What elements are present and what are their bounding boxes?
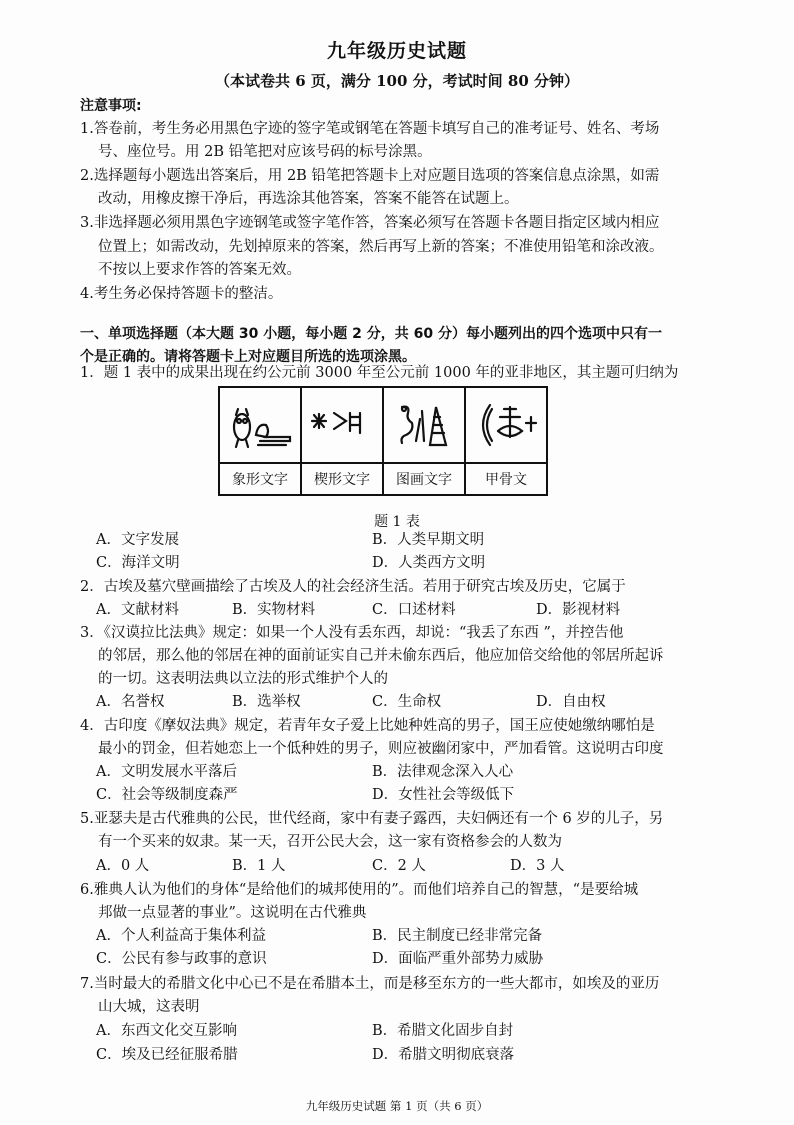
option[interactable]: B．希腊文化固步自封 [372,1023,514,1039]
option[interactable]: D．影视材料 [536,602,621,618]
section-heading: 一、单项选择题（本大题 30 小题，每小题 2 分，共 60 分）每小题列出的四个选项中只有一 [80,326,662,342]
option[interactable]: D．人类西方文明 [372,555,486,571]
question-6-stem: 6.雅典人认为他们的身体“是给他们的城邦使用的”。而他们培养自己的智慧，“是要给城 [80,882,639,898]
option[interactable]: C．2 人 [372,858,426,874]
notice-line: 1.答卷前，考生务必用黑色字迹的签字笔或钢笔在答题卡填写自己的准考证号、姓名、考场 [80,121,660,137]
option[interactable]: A．文献材料 [96,602,179,618]
notice-line: 4.考生务必保持答题卡的整洁。 [80,286,283,302]
notice-line: 改动，用橡皮擦干净后，再选涂其他答案，答案不能答在试题上。 [98,191,519,207]
option[interactable]: D．自由权 [536,694,606,710]
hieroglyph-image [219,387,301,463]
hieroglyph-owl-icon [224,397,296,453]
section-heading-cont: 个是正确的。请将答题卡上对应题目所选的选项涂黑。 [80,349,416,365]
option[interactable]: C．埃及已经征服希腊 [96,1047,238,1063]
option[interactable]: B．民主制度已经非常完备 [372,928,543,944]
option[interactable]: C．社会等级制度森严 [96,787,238,803]
cuneiform-glyph-icon [306,397,378,453]
question-7-stem-cont: 山大城，这表明 [98,999,200,1015]
option[interactable]: D．3 人 [510,858,565,874]
question-7-stem: 7.当时最大的希腊文化中心已不是在希腊本土，而是移至东方的一些大都市，如埃及的亚历 [80,976,660,992]
notice-line: 3.非选择题必须用黑色字迹钢笔或签字笔作答，答案必须写在答题卡各题目指定区域内相应 [80,215,660,231]
option[interactable]: A．文字发展 [96,532,179,548]
table-caption: 题 1 表 [374,514,420,530]
question-3-stem: 3．《汉谟拉比法典》规定：如果一个人没有丢东西，却说：“我丢了东西 ”，并控告他 [80,625,624,641]
option[interactable]: A．东西文化交互影响 [96,1023,237,1039]
option[interactable]: D．女性社会等级低下 [372,787,515,803]
notice-line: 号、座位号。用 2B 铅笔把对应该号码的标号涂黑。 [98,144,432,160]
writing-systems-table [218,386,548,496]
option[interactable]: A．文明发展水平落后 [96,764,237,780]
question-1-stem: 1．题 1 表中的成果出现在约公元前 3000 年至公元前 1000 年的亚非地区，其主题可归纳为 [80,365,679,381]
exam-title: 九年级历史试题 [326,40,467,62]
pictograph-image [383,387,465,463]
oracle-bone-image [465,387,547,463]
option[interactable]: A．名誉权 [96,694,165,710]
option[interactable]: D．面临严重外部势力威胁 [372,951,544,967]
notice-line: 位置上；如需改动，先划掉原来的答案，然后再写上新的答案；不准使用铅笔和涂改液。 [98,239,664,255]
question-5-stem: 5.亚瑟夫是古代雅典的公民，世代经商，家中有妻子露西，夫妇俩还有一个 6 岁的儿子，另 [80,811,664,827]
option[interactable]: C．公民有参与政事的意识 [96,951,267,967]
table-label: 甲骨文 [465,463,547,495]
option[interactable]: A．个人利益高于集体利益 [96,928,266,944]
option[interactable]: C．口述材料 [372,602,456,618]
option[interactable]: C．海洋文明 [96,555,180,571]
question-4-stem-cont: 最小的罚金，但若她恋上一个低种姓的男子，则应被幽闭家中，严加看管。这说明古印度 [98,741,664,757]
cuneiform-image [301,387,383,463]
option[interactable]: C．生命权 [372,694,442,710]
option[interactable]: B．1 人 [232,858,286,874]
option[interactable]: A．0 人 [96,858,150,874]
question-4-stem: 4．古印度《摩奴法典》规定，若青年女子爱上比她种姓高的男子，国王应使她缴纳哪怕是 [80,718,655,734]
question-6-stem-cont: 邦做一点显著的事业”。这说明在古代雅典 [98,905,367,921]
oracle-bone-glyph-icon [470,397,542,453]
table-label: 图画文字 [383,463,465,495]
notice-line: 不按以上要求作答的答案无效。 [98,262,301,278]
option[interactable]: D．希腊文明彻底衰落 [372,1047,515,1063]
option[interactable]: B．人类早期文明 [372,532,485,548]
table-label: 象形文字 [219,463,301,495]
question-3-stem-cont: 的邻居，那么他的邻居在神的面前证实自己并未偷东西后，他应加倍交给他的邻居所起诉 [98,648,664,664]
question-5-stem-cont: 有一个买来的奴隶。某一天，召开公民大会，这一家有资格参会的人数为 [98,834,562,850]
pictograph-glyph-icon [388,397,460,453]
notice-heading: 注意事项: [80,98,142,114]
question-3-stem-cont: 的一切。这表明法典以立法的形式维护个人的 [98,671,388,687]
question-2-stem: 2．古埃及墓穴壁画描绘了古埃及人的社会经济生活。若用于研究古埃及历史，它属于 [80,579,626,595]
exam-subtitle: （本试卷共 6 页，满分 100 分，考试时间 80 分钟） [215,72,579,90]
option[interactable]: B．实物材料 [232,602,316,618]
option[interactable]: B．法律观念深入人心 [372,764,514,780]
notice-line: 2.选择题每小题选出答案后，用 2B 铅笔把答题卡上对应题目选项的答案信息点涂黑，如需 [80,168,660,184]
option[interactable]: B．选举权 [232,694,301,710]
page-footer: 九年级历史试题 第 1 页（共 6 页） [305,1099,489,1113]
table-label: 楔形文字 [301,463,383,495]
